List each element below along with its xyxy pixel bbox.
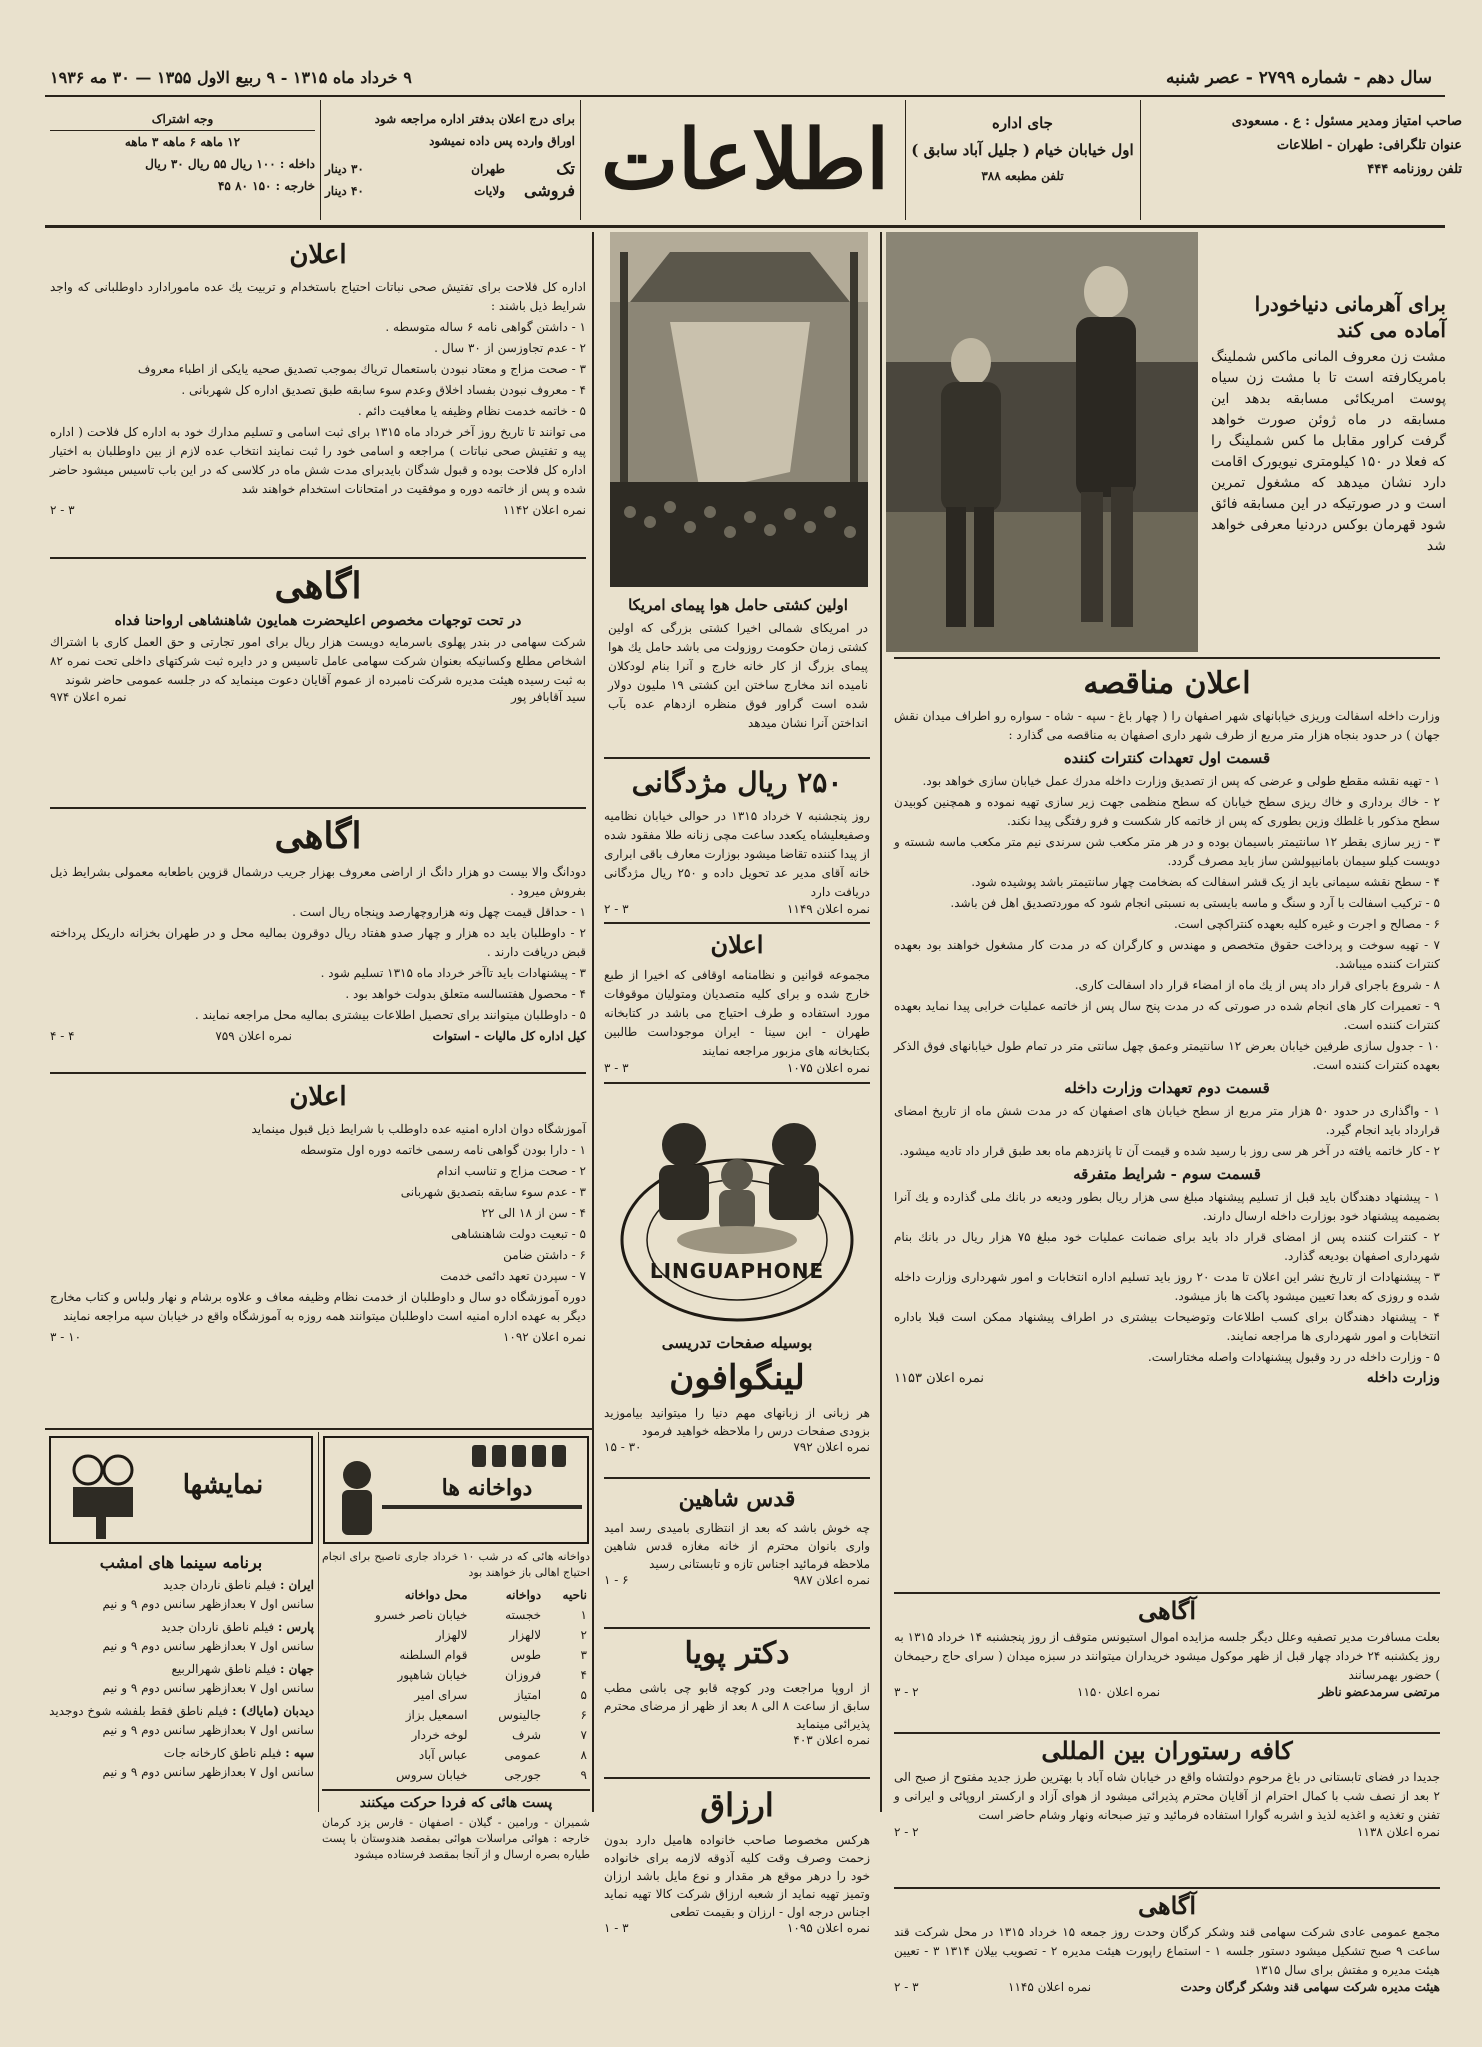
boxer-caption <box>1211 287 1446 559</box>
doctor-body: از اروپا مراجعت ودر کوچه قابو چی باشی مطب سابق از ساعت ۸ الی ۸ بعد از ظهر از مرضای محترم پذیرائی مینماید <box>604 1681 870 1731</box>
pharmacy-cell: لالهزار <box>509 1628 542 1642</box>
ship-photo <box>610 232 868 587</box>
linguaphone-ad <box>604 1082 870 1454</box>
ads-note-1: برای درج اعلان بدفتر اداره مراجعه شود <box>374 112 575 126</box>
phone-line: تلفن روزنامه ۴۴۴ <box>1367 162 1462 177</box>
arzaq-number: نمره اعلان ۱۰۹۵ <box>786 1921 870 1935</box>
reward-ref: ۳ - ۲ <box>604 902 629 916</box>
notice-1 <box>894 1592 1440 1699</box>
table-row <box>322 1625 590 1645</box>
cinema-name: پارس : <box>277 1620 314 1634</box>
tender-item: ۲ - کار خاتمه یافته در آخر هر سی روز با رسید شده و قیمت آن تا پانزدهم ماه بعد طبق قرار داد تادیه میشود. <box>899 1144 1440 1158</box>
land-notice-number: نمره اعلان ۷۵۹ <box>215 1029 292 1043</box>
company-notice-title: اگاهی <box>274 565 362 607</box>
subscription-block <box>50 108 315 197</box>
cinema-title: برنامه سینما های امشب <box>99 1553 263 1572</box>
tender-item: ۶ - مصالح و اجرت و غیره کلیه بعهده کنتراکچی است. <box>1174 917 1440 931</box>
pharmacy-col-head: محل دواخانه <box>404 1588 468 1602</box>
cinema-film: فیلم ناطق ناردان جدید <box>163 1578 277 1592</box>
tender-item: ۸ - شروع باجرای قرار داد پس از یك ماه از امضاء قرار داد اسفالت کاری. <box>1074 978 1440 992</box>
subs-title: وجه اشتراک <box>50 108 315 131</box>
pharmacy-cell: ۷ <box>580 1728 587 1742</box>
cafe-ref: ۲ - ۲ <box>894 1825 919 1839</box>
notice-2-title: آگاهی <box>1137 1891 1197 1920</box>
linguaphone-illustration <box>604 1090 870 1330</box>
tender-body <box>894 707 1440 1388</box>
print-phone: تلفن مطبعه ۳۸۸ <box>981 169 1064 183</box>
tender-intro: وزارت داخله اسفالت وریزی خیابانهای شهر اصفهان را ( چهار باغ - سپه - شاه - سواره رو اطراف میدان نقش جهان ) در حدود بنجاه هزار متر مربع از طرف شهر داری اصفهان به مناقصه می گذارد : <box>894 709 1440 742</box>
tender-ad <box>894 657 1440 1388</box>
gendarmerie-title: اعلان <box>289 1082 347 1112</box>
cinema-box <box>48 1435 314 1786</box>
agriculture-intro: اداره کل فلاحت برای تفتیش صحی نباتات احتیاج باستخدام و تربیت یك عده مامورادارد داوطلبانی که واجد شرایط ذیل باشند : <box>50 280 586 313</box>
pharmacy-cell: خجسته <box>505 1608 542 1622</box>
pharmacy-cell: لالهزار <box>435 1628 468 1642</box>
land-notice <box>50 807 586 1046</box>
linguaphone-body: هر زبانی از زبانهای مهم دنیا را میتوانید بیاموزید بزودی صفحات درس را ملاحظه خواهید فرمود <box>604 1406 870 1438</box>
tender-sign: وزارت داخله <box>1366 1370 1440 1386</box>
pharmacy-cell: سرای امیر <box>414 1688 468 1702</box>
shahin-body: چه خوش باشد که بعد از انتظاری بامیدی رسد امید واری بانوان محترم از خانه مغازه قدس شاهین ملاحظه فرمائید اجناس تازه و تابستانی رسید <box>604 1521 870 1571</box>
cafe-body: جدیدا در فضای تابستانی در باغ مرحوم دولتشاه واقع در خیابان شاه آباد با بهترین طرز جدید مفتوح از صبح الی ۲ بعد از نصف شب با کمال احترام از آقایان محترم پذیرائی میشود از هوای آزاد و ارکستر اروپائی و ایرانی و تفنن و تغذیه و اغذیه لذیذ و اشربه گوارا استفاده فرمائید و تیز صبحانه ونهار وشام حاضر است <box>894 1770 1440 1822</box>
tender-item: ۱ - پیشنهاد دهندگان باید قبل از تسلیم پیشنهاد مبلغ سی هزار ریال بطور ودیعه در بانك ملی گذارده و یك آنرا بضمیمه پیشنهاد خود بوزارت داخله ارسال دارند. <box>894 1190 1440 1223</box>
pharmacy-cell: ۳ <box>580 1648 587 1662</box>
pharmacy-cell: جالینوس <box>498 1708 542 1722</box>
table-row <box>322 1685 590 1705</box>
ads-note-2: اوراق وارده پس داده نمیشود <box>429 134 575 148</box>
land-notice-item: ۵ - داوطلبان میتوانند برای تحصیل اطلاعات بیشتری بمالیه محل مراجعه نمایند . <box>194 1008 586 1022</box>
tender-item: ۵ - ترکیب اسفالت با آرد و سنگ و ماسه بایستی به نسبتی انجام شود که موردتصدیق اهل فن باشد. <box>950 896 1440 910</box>
notice-1-body: بعلت مسافرت مدیر تصفیه وعلل دیگر جلسه مزایده اموال استیونس متوقف از روز پنجشنبه ۱۴ خرداد ۱۳۱۵ به روز یکشنبه ۲۴ خرداد چهار قبل از ظهر موکول میشود خریداران میتوانند در سبزه میدان ( سرای حاج رحیمخان ) حضور بهمرسانند <box>894 1630 1440 1682</box>
company-notice-sign: سید آقابافر پور <box>510 690 586 704</box>
table-row <box>322 1725 590 1745</box>
table-row <box>322 1745 590 1765</box>
company-notice-number: نمره اعلان ۹۷۴ <box>50 690 127 704</box>
cinema-film: فیلم ناطق ناردان جدید <box>161 1620 275 1634</box>
company-notice <box>50 557 586 704</box>
cinema-item <box>48 1702 314 1740</box>
land-notice-item: ۲ - داوطلبان باید ده هزار و چهار صدو هفتاد ریال دوقرون بمالیه محل و در طهران بخزانه داریکل پرداخته قبض دریافت دارند . <box>50 926 586 959</box>
cinema-shows: سانس اول ۷ بعدازظهر سانس دوم ۹ و نیم <box>102 1765 314 1779</box>
tender-item: ۷ - تهیه سوخت و پرداخت حقوق متخصص و مهندس و کارگران که در مدت کار مشغول خواهند بود بعهده کنترات کننده میباشد. <box>894 938 1440 971</box>
notice-2-body: مجمع عمومی عادی شرکت سهامی قند وشکر کرگان وحدت روز جمعه ۱۵ خرداد ۱۳۱۵ در محل شرکت قند ساعت ۹ صبح تشکیل میشود دستور جلسه ۱ - استماع راپورت هیئت مدیره ۲ - تصویب بیلان ۱۳۱۴ ۳ - تعیین هیئت مدیره و مفتش برای سال ۱۳۱۵ <box>894 1925 1440 1977</box>
column-rule-right <box>880 232 882 1812</box>
arzaq-title: ارزاق <box>700 1786 774 1824</box>
cafe-ad <box>894 1732 1440 1839</box>
tender-item: ۴ - سطح نقشه سیمانی باید از یک قشر اسفالت که بضخامت چهار سانتیمتر باشد پوشیده شود. <box>971 875 1440 889</box>
pharmacy-cell: خیابان شاهپور <box>397 1668 468 1682</box>
doctor-number: نمره اعلان ۴۰۳ <box>793 1733 870 1747</box>
ship-caption-title: اولین کشتی حامل هوا پیمای امریکا <box>628 596 848 614</box>
cinema-item <box>48 1576 314 1614</box>
pharmacy-table <box>322 1585 590 1785</box>
pharmacy-cell: امتیاز <box>514 1688 542 1702</box>
pharmacy-cell: عمومی <box>504 1748 542 1762</box>
tender-item: ۲ - کنترات کننده پس از امضای قرار داد باید برای ضمانت عملیات خود مبلغ ۷۵ هزار ریال در بانك بنام شهرداری اصفهان بودیعه گذارد. <box>894 1230 1440 1263</box>
agriculture-body: می توانند تا تاریخ روز آخر خرداد ماه ۱۳۱۵ برای ثبت اسامی و تسلیم مدارك خود به اداره کل فلاحت ( اداره پیه و تفتیش صحی نباتات ) مراجعه و اسامی خود را ثبت نمایند انتخاب عده لازم از بین داوطلبان به اختیار اداره کل فلاحت بوده و قبول شدگان بایدبرای مدت شش ماه در کلاسی که در این باب تاسیس میشود حاضر شده و پس از خاتمه دوره و موفقیت در امتحانات استخدام خواهند شد <box>50 425 586 496</box>
table-row <box>322 1665 590 1685</box>
cinema-logo-text: نمایشها <box>182 1470 264 1500</box>
company-notice-subtitle: در تحت توجهات مخصوص اعلیحضرت همایون شاهنشاهی ارواحنا فداه <box>114 613 522 629</box>
provinces-price: ۴۰ دینار <box>325 184 364 198</box>
laws-number: نمره اعلان ۱۰۷۵ <box>786 1061 870 1075</box>
land-notice-item: ۳ - پیشنهادات باید تاآخر خرداد ماه ۱۳۱۵ تسلیم شود . <box>320 966 586 980</box>
arzaq-ad <box>604 1777 870 1935</box>
reward-ad <box>604 757 870 916</box>
column-rule-left <box>592 232 594 1812</box>
pharmacy-cell: شرف <box>511 1728 542 1742</box>
gendarmerie-item: ۴ - سن از ۱۸ الی ۲۲ <box>481 1206 586 1220</box>
company-notice-body: شرکت سهامی در بندر پهلوی باسرمایه دویست هزار ریال برای امور تجارتی و حق العمل کاری با اشتراك اشخاص مطلع وکسانیکه بعنوان شرکت سهامی عامل تاسیس و در دایره ثبت شرکتهای داخلی تحت نمره ۸۲ به ثبت رسیده هیئت مدیره شرکت نامبرده از عموم آقایان دعوت مینماید که در جلسه عمومی حاضر شوند <box>50 635 586 687</box>
boxer-photo <box>886 232 1198 652</box>
notice-2-number: نمره اعلان ۱۱۴۵ <box>1008 1980 1092 1994</box>
cinema-item <box>48 1618 314 1656</box>
notice-2-sign: هیئت مدیره شرکت سهامی قند وشکر گرگان وحدت <box>1180 1980 1440 1994</box>
price-block <box>325 108 575 202</box>
shahin-title: قدس شاهین <box>678 1486 796 1512</box>
reward-number: نمره اعلان ۱۱۴۹ <box>786 902 870 916</box>
pharmacy-cell: اسمعیل بزاز <box>405 1708 468 1722</box>
table-row <box>322 1645 590 1665</box>
gendarmerie-item: ۵ - تبعیت دولت شاهنشاهی <box>451 1227 586 1241</box>
agriculture-item: ۴ - معروف نبودن بفساد اخلاق وعدم سوء سابقه طبق تصدیق اداره کل شهربانی . <box>181 383 586 397</box>
cinema-shows: سانس اول ۷ بعدازظهر سانس دوم ۹ و نیم <box>102 1639 314 1653</box>
pharmacy-cell: عباس آباد <box>418 1748 468 1762</box>
tender-title: اعلان مناقصه <box>1083 666 1251 701</box>
gendarmerie-number: نمره اعلان ۱۰۹۲ <box>502 1330 586 1344</box>
office-block <box>910 110 1135 188</box>
pharmacy-cell: قوام السلطنه <box>399 1648 468 1662</box>
cinema-item <box>48 1660 314 1698</box>
pharmacy-cell: ۵ <box>580 1688 587 1702</box>
owner-block <box>1162 110 1462 182</box>
cinema-item <box>48 1744 314 1782</box>
tender-item: ۱۰ - جدول سازی طرفین خیابان بعرض ۱۲ سانتیمتر وعمق چهل سانتی متر در تمام طول خیابانهای فوق الذکر بعهده کنترات کننده است. <box>894 1039 1440 1072</box>
linguaphone-name: لینگوافون <box>669 1358 805 1398</box>
gendarmerie-body: دوره آموزشگاه دو سال و داوطلبان از خدمت نظام وظیفه معاف و علاوه برشام و نهار ولباس و کتاب مخارج دیگر به عهده اداره امنیه است داوطلبان میتوانند همه روزه به آموزشگاه واقع در خیابان سپه مراجعه نمایند <box>50 1290 586 1323</box>
gendarmerie-item: ۱ - دارا بودن گواهی نامه رسمی خاتمه دوره اول متوسطه <box>300 1143 586 1157</box>
cinema-shows: سانس اول ۷ بعدازظهر سانس دوم ۹ و نیم <box>102 1597 314 1611</box>
tender-item: ۹ - تعمیرات کار های انجام شده در صورتی که در مدت پنج سال پس از خاتمه عملیات خرابی پیدا نماید بعهده کنترات کننده است. <box>894 999 1441 1032</box>
notice-1-sign: مرتضی سرمدعضو ناظر <box>1318 1685 1440 1699</box>
tehran-label: طهران <box>471 162 505 176</box>
tender-part1-title: قسمت اول تعهدات کنترات کننده <box>1063 749 1271 767</box>
cinema-list <box>48 1576 314 1782</box>
notice-2-ref: ۳ - ۲ <box>894 1980 919 1994</box>
top-left-date: ۹ خرداد ماه ۱۳۱۵ - ۹ ربیع الاول ۱۳۵۵ — ۳۰ مه ۱۹۳۶ <box>50 68 412 87</box>
pharmacy-cell: ۹ <box>580 1768 587 1782</box>
tender-item: ۲ - خاك برداری و خاك ریزی سطح خیابان که سطح منظمی جهت زیر سازی تهیه نموده و همچنین کوبیدن سطح مذکور با غلطك وزین بطوری که پس از خاتمه کار شکست و فرو رفتگی پیدا نکند. <box>894 795 1440 828</box>
header-top-rule <box>45 95 1445 97</box>
agriculture-item: ۱ - داشتن گواهی نامه ۶ ساله متوسطه . <box>385 320 586 334</box>
top-right-issue: سال دهم - شماره ۲۷۹۹ - عصر شنبه <box>1166 68 1432 88</box>
cinema-name: سپه : <box>285 1746 314 1760</box>
post-title: پست هائی که فردا حرکت میکنند <box>359 1795 553 1811</box>
agriculture-number: نمره اعلان ۱۱۴۲ <box>502 503 586 517</box>
cinema-name: جهان : <box>279 1662 314 1676</box>
pharmacy-cell: لوخه خردار <box>411 1728 468 1742</box>
doctor-title: دکتر پویا <box>684 1636 790 1671</box>
subs-domestic: داخله : ۱۰۰ ریال ۵۵ ریال ۳۰ ریال <box>145 157 315 171</box>
linguaphone-number: نمره اعلان ۷۹۲ <box>793 1440 870 1454</box>
doctor-ad <box>604 1627 870 1747</box>
notice-2 <box>894 1887 1440 1994</box>
ship-photo-art <box>610 232 868 587</box>
laws-title: اعلان <box>710 930 764 959</box>
subs-periods: ۱۲ ماهه ۶ ماهه ۳ ماهه <box>124 135 241 149</box>
gendarmerie-ref: ۱۰ - ۳ <box>50 1330 82 1344</box>
gendarmerie-ad <box>50 1072 586 1347</box>
reward-body: روز پنجشنبه ۷ خرداد ۱۳۱۵ در حوالی خیابان نظامیه وصفیعلیشاه یکعدد ساعت مچی زنانه طلا مفقود شده از پیدا کننده تقاضا میشود بوزارت معارف باقی ابراری خانه آقای مدیر عد تحویل داده و ۲۵۰ ریال مژدگانی دریافت دارد <box>604 809 870 899</box>
tender-item: ۵ - وزارت داخله در رد وقبول پیشنهادات واصله مختاراست. <box>1147 1350 1440 1364</box>
linguaphone-brand: LINGUAPHONE <box>649 1259 825 1283</box>
agriculture-title: اعلان <box>289 240 347 270</box>
agriculture-item: ۳ - صحت مزاج و معتاد نبودن باستعمال تریاك بموجب تصدیق صحیه یایکی از اطباء معروف <box>137 362 586 376</box>
laws-ref: ۳ - ۳ <box>604 1061 629 1075</box>
table-row <box>322 1765 590 1785</box>
ship-caption <box>608 592 868 735</box>
laws-body: مجموعه قوانین و نظامنامه اوقافی که اخیرا از طبع خارج شده و برای کلیه متصدیان ومتولیان موقوفات مورد استفاده و طرف احتیاج می باشد در کتابخانه طهران - ابن سینا - ایران موجوداست طالبین بکتابخانه های مزبور مراجعه نمایند <box>604 968 870 1058</box>
gendarmerie-item: ۶ - داشتن ضامن <box>503 1248 586 1262</box>
cinema-film: فیلم ناطق شهرالربیع <box>171 1662 277 1676</box>
pharmacy-cell: خیابان ناصر خسرو <box>375 1608 468 1622</box>
pharmacy-cell: ۱ <box>580 1608 587 1622</box>
tender-item: ۳ - زیر سازی بقطر ۱۲ سانتیمتر باسیمان بوده و در هر متر مکعب شن سرندی نیم متر مکعب ماسه شسته و دویست کیلو سیمان بامانیپولشن ساز باید مصرف گردد. <box>894 835 1440 868</box>
agriculture-ref: ۳ - ۲ <box>50 503 75 517</box>
land-notice-item: ۴ - محصول هفتسالسه متعلق بدولت خواهد بود . <box>345 987 586 1001</box>
boxer-caption-text: مشت زن معروف المانی ماکس شملینگ بامریکارفته است تا با مشت زن سیاه پوست امریکائی مسابقه بدهد این مسابقه در ماه ژوئن صورت خواهد گرفت کراور مقابل ما کس شملینگ را که فعلا در ۱۵۰ کیلومتری نیویورک اقامت دارد نشان میدهد که مشغول تمرین است و در صورتیکه در این مسابقه فائق شود قهرمان بوکس دردنیا معرفی خواهد شد <box>1211 349 1446 554</box>
office-title: جای اداره <box>992 114 1053 132</box>
agriculture-item: ۲ - عدم تجاوزسن از ۳۰ سال . <box>434 341 586 355</box>
agriculture-ad <box>50 236 586 520</box>
tender-item: ۱ - تهیه نقشه مقطع طولی و عرضی که پس از تصدیق وزارت داخله مدرك عمل خیابان سازی خواهد بود. <box>922 774 1440 788</box>
pharmacy-col-head: ناحیه <box>562 1588 587 1602</box>
tehran-price: ۳۰ دینار <box>325 162 364 176</box>
pharmacy-cell: ۴ <box>580 1668 587 1682</box>
notice-1-number: نمره اعلان ۱۱۵۰ <box>1077 1685 1161 1699</box>
tender-part3-title: قسمت سوم - شرایط متفرقه <box>1073 1165 1261 1183</box>
pharmacy-logo-text: دواخانه ها <box>441 1475 533 1501</box>
arzaq-ref: ۳ - ۱ <box>604 1921 629 1935</box>
agriculture-item: ۵ - خاتمه خدمت نظام وظیفه یا معافیت دائم . <box>357 404 586 418</box>
laws-ad <box>604 922 870 1075</box>
owner-line: صاحب امتیاز ومدیر مسئول : ع . مسعودی <box>1231 114 1462 129</box>
cinema-name: دیدبان (مایاك) : <box>232 1704 314 1718</box>
table-row <box>322 1605 590 1625</box>
notice-1-title: آگاهی <box>1137 1596 1197 1625</box>
linguaphone-ref: ۳۰ - ۱۵ <box>604 1440 642 1454</box>
office-address: اول خیابان خیام ( جلیل آباد سابق ) <box>911 141 1134 159</box>
boxer-photo-art <box>886 232 1198 652</box>
bottom-rule <box>45 1428 593 1430</box>
cinema-film: فیلم ناطق کارخانه جات <box>163 1746 282 1760</box>
pharmacy-col-head: دواخانه <box>505 1588 542 1602</box>
land-notice-title: اگاهی <box>274 815 362 857</box>
pharmacy-cell: جورجی <box>504 1768 542 1782</box>
pharmacy-cell: طوس <box>510 1648 542 1662</box>
telegraph-line: عنوان تلگرافی: طهران - اطلاعات <box>1276 138 1462 153</box>
cinema-name: ایران : <box>279 1578 314 1592</box>
reward-title: ۲۵۰ ریال مژدگانی <box>631 766 843 799</box>
linguaphone-sub: بوسیله صفحات تدریسی <box>661 1334 813 1352</box>
ship-caption-text: در امریکای شمالی اخیرا کشتی بزرگی که اولین کشتی زمان حکومت روزولت می باشد حامل یك هوا پیمای بزرگ از کار خانه خارج و آنرا بنام لودکلان نامیده اند مخارج ساختن این کشتی ۱۹ ملیون دولار شده است گراور فوق منظره ازدهام عده بآب انداختن آنرا نشان میدهد <box>608 621 868 730</box>
arzaq-body: هرکس مخصوصا صاحب خانواده هامیل دارد بدون زحمت وصرف وقت کلیه آذوقه لازمه برای خانواده خود را درهر موقع هر مقدار و نوع مایل باشد ارزان وتمیز تهیه نماید از شعبه ارزاق شرکت کالا تهیه نماید اجناس درجه اول - ارزان و بقیمت تطعی <box>604 1833 870 1919</box>
pharmacy-cell: ۸ <box>580 1748 587 1762</box>
gendarmerie-intro: آموزشگاه دوان اداره امنیه عده داوطلب با شرایط ذیل قبول مینماید <box>251 1122 586 1136</box>
masthead-title: اطلاعات <box>600 112 890 208</box>
boxer-caption-title: برای آهرمانی دنیاخودرا آماده می کند <box>1254 292 1446 342</box>
subs-foreign: خارجه : ۱۵۰ ۸۰ ۴۵ <box>217 179 315 193</box>
left-column <box>50 232 586 1344</box>
cinema-shows: سانس اول ۷ بعدازظهر سانس دوم ۹ و نیم <box>102 1723 314 1737</box>
gendarmerie-item: ۷ - سپردن تعهد دائمی خدمت <box>440 1269 586 1283</box>
land-notice-item: ۱ - حداقل قیمت چهل ونه هزاروچهارصد وپنجاه ریال است . <box>292 905 586 919</box>
cafe-title: کافه رستوران بین المللی <box>1041 1736 1293 1765</box>
tender-item: ۱ - واگذاری در حدود ۵۰ هزار متر مربع از سطح خیابان های اصفهان که در مدت شش ماه از تاریخ امضای قرارداد باید انجام گیرد. <box>894 1104 1440 1137</box>
shahin-number: نمره اعلان ۹۸۷ <box>793 1573 870 1587</box>
post-body: شمیران - ورامین - گیلان - اصفهان - فارس یزد کرمان خارجه : هوائی مراسلات هوائی بمقصد هندوستان با پست طیاره بصره ارسال و از آنجا بمقصد فرستاده میشود <box>322 1816 590 1861</box>
cinema-film: فیلم ناطق فقط بلفشه شوخ دوجدید <box>49 1704 229 1718</box>
pharmacy-cell: خیابان سروس <box>396 1768 468 1782</box>
tender-item: ۳ - پیشنهادات از تاریخ نشر این اعلان تا مدت ۲۰ روز باید تسلیم اداره انتخابات و امور شهرداری وزارت داخله شده و روزی که بعدا تعیین میشود پاکت ها باز میشود. <box>894 1270 1440 1303</box>
shahin-ad <box>604 1477 870 1587</box>
table-row <box>322 1705 590 1725</box>
land-notice-sign: کیل اداره کل مالیات - استوات <box>432 1029 586 1043</box>
pharmacy-box <box>322 1435 590 1863</box>
pharmacy-intro: دواخانه هائی که در شب ۱۰ خرداد جاری تاصبح برای انجام احتیاج اهالی باز خواهند بود <box>322 1550 590 1579</box>
single-copy-label: تک فروشی <box>524 159 575 200</box>
pharmacy-cell: فروزان <box>504 1668 542 1682</box>
land-notice-ref: ۴ - ۴ <box>50 1029 75 1043</box>
land-notice-intro: دودانگ والا بیست دو هزار دانگ از اراضی معروف بهزار جریب درشمال قزوین باطعابه معمولی بشرایط ذیل بفروش میرود . <box>50 865 586 898</box>
pharmacy-cell: ۶ <box>580 1708 587 1722</box>
cafe-number: نمره اعلان ۱۱۳۸ <box>1356 1825 1440 1839</box>
tender-item: ۴ - پیشنهاد دهندگان برای کسب اطلاعات وتوضیحات بیشتری در اطراف پیشنهاد ممکن است قبلا باداره انتخابات و امور شهرداری ها مراجعه نمایند. <box>894 1310 1440 1343</box>
tender-number: نمره اعلان ۱۱۵۳ <box>894 1371 984 1386</box>
pharmacy-cell: ۲ <box>580 1628 587 1642</box>
gendarmerie-item: ۲ - صحت مزاج و تناسب اندام <box>436 1164 586 1178</box>
gendarmerie-item: ۳ - عدم سوء سابقه بتصدیق شهربانی <box>400 1185 586 1199</box>
header-bottom-rule <box>45 225 1445 228</box>
notice-1-ref: ۲ - ۳ <box>894 1685 919 1699</box>
cinema-shows: سانس اول ۷ بعدازظهر سانس دوم ۹ و نیم <box>102 1681 314 1695</box>
tender-part2-title: قسمت دوم تعهدات وزارت داخله <box>1064 1079 1270 1097</box>
shahin-ref: ۶ - ۱ <box>604 1573 629 1587</box>
provinces-label: ولایات <box>474 184 505 198</box>
